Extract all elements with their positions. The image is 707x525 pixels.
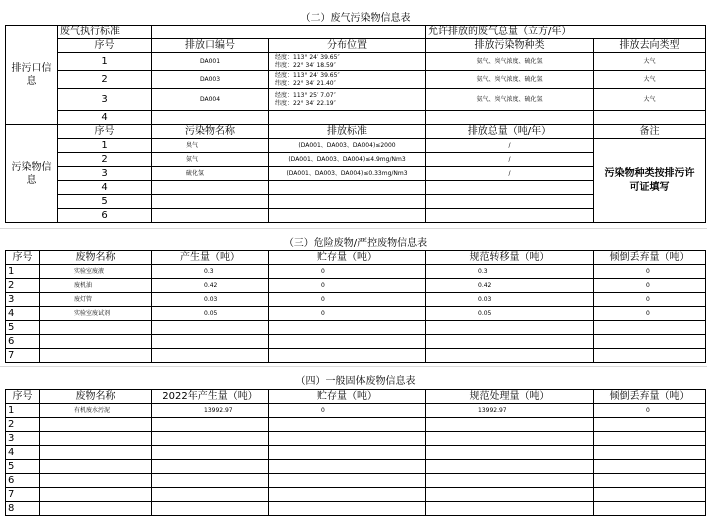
hazard-cell-seq[interactable]: 2 xyxy=(5,278,40,293)
outlet-direction[interactable]: 大气 xyxy=(593,88,706,111)
solid-cell-treated[interactable] xyxy=(425,487,594,502)
solid-cell-stored[interactable] xyxy=(268,487,426,502)
outlet-location[interactable] xyxy=(268,52,426,71)
outlet-direction[interactable]: 大气 xyxy=(593,52,706,71)
hazard-cell-dumped[interactable] xyxy=(593,348,706,363)
outlet-lon: 经度：113° 24′ 39.65″ xyxy=(275,53,340,61)
pollutant-standard[interactable] xyxy=(268,180,426,195)
solid-cell-stored[interactable]: 0 xyxy=(268,403,426,418)
solid-cell-produced[interactable] xyxy=(151,431,269,446)
solid-header-dumped[interactable]: 倾倒丢弃量（吨） xyxy=(593,389,706,404)
pollutant-seq[interactable]: 2 xyxy=(57,152,152,167)
hazard-cell-dumped[interactable] xyxy=(593,320,706,335)
solid-cell-dumped[interactable] xyxy=(593,473,706,488)
outlet-info-side-label[interactable]: 排污口信息 xyxy=(5,25,58,125)
solid-header-stored[interactable]: 贮存量（吨） xyxy=(268,389,426,404)
pollutant-name[interactable] xyxy=(151,180,269,195)
solid-header-treated[interactable]: 规范处理量（吨） xyxy=(425,389,594,404)
solid-cell-stored[interactable] xyxy=(268,417,426,432)
pollutant-seq[interactable]: 6 xyxy=(57,208,152,223)
air-header-pollutant_types[interactable]: 排放污染物种类 xyxy=(425,38,594,53)
outlet-lat: 纬度：22° 34′ 22.19″ xyxy=(275,99,336,107)
outlet-direction[interactable]: 大气 xyxy=(593,70,706,89)
solid-cell-produced[interactable] xyxy=(151,445,269,460)
solid-cell-stored[interactable] xyxy=(268,501,426,516)
pollutant-note[interactable]: 污染物种类按排污许可证填写 xyxy=(593,138,706,223)
pollutant-standard[interactable]: (DA001、DA003、DA004)≤0.33mg/Nm3 xyxy=(268,166,426,181)
hazard-cell-seq[interactable]: 7 xyxy=(5,348,40,363)
solid-cell-produced[interactable] xyxy=(151,501,269,516)
hazard-cell-transferred[interactable]: 0.05 xyxy=(425,306,594,321)
solid-cell-stored[interactable] xyxy=(268,473,426,488)
solid-cell-produced[interactable] xyxy=(151,487,269,502)
pollutant-name[interactable]: 硫化氢 xyxy=(151,166,269,181)
pollutant-info-side-label[interactable]: 污染物信息 xyxy=(5,124,58,223)
solid-cell-dumped[interactable] xyxy=(593,431,706,446)
outlet-seq[interactable]: 4 xyxy=(57,110,152,125)
hazard-header-dumped[interactable]: 倾倒丢弃量（吨） xyxy=(593,250,706,265)
pollutant-name[interactable] xyxy=(151,208,269,223)
outlet-seq[interactable]: 3 xyxy=(57,88,152,111)
pollutant-total[interactable] xyxy=(425,208,594,223)
hazard-cell-dumped[interactable]: 0 xyxy=(593,278,706,293)
hazard-header-transferred[interactable]: 规范转移量（吨） xyxy=(425,250,594,265)
air-table-title[interactable]: （二）废气污染物信息表 xyxy=(300,13,411,24)
pollutant-name[interactable] xyxy=(151,194,269,209)
outlet-lat: 纬度：22° 34′ 18.59″ xyxy=(275,61,336,69)
hazard-cell-seq[interactable]: 3 xyxy=(5,292,40,307)
pollutant-header-seq[interactable]: 序号 xyxy=(57,124,152,139)
solid-cell-treated[interactable] xyxy=(425,445,594,460)
solid-cell-seq[interactable]: 3 xyxy=(5,431,40,446)
pollutant-total[interactable]: / xyxy=(425,152,594,167)
hazard-cell-stored[interactable]: 0 xyxy=(268,292,426,307)
outlet-code[interactable] xyxy=(151,110,269,125)
outlet-pollutant-types[interactable]: 氨气、臭气浓度、硫化氢 xyxy=(425,88,594,111)
hazard-cell-transferred[interactable]: 0.42 xyxy=(425,278,594,293)
gridline xyxy=(0,366,707,367)
solid-cell-treated[interactable] xyxy=(425,431,594,446)
outlet-seq[interactable]: 2 xyxy=(57,70,152,89)
hazard-header-stored[interactable]: 贮存量（吨） xyxy=(268,250,426,265)
solid-cell-name[interactable] xyxy=(39,487,152,502)
solid-cell-name[interactable] xyxy=(39,445,152,460)
hazard-header-produced[interactable]: 产生量（吨） xyxy=(151,250,269,265)
hazard-cell-stored[interactable] xyxy=(268,348,426,363)
solid-cell-treated[interactable] xyxy=(425,459,594,474)
solid-cell-name[interactable] xyxy=(39,459,152,474)
hazard-cell-name[interactable]: 实验室废液 xyxy=(39,264,152,279)
hazard-cell-produced[interactable]: 0.03 xyxy=(151,292,269,307)
outlet-pollutant-types[interactable]: 氨气、臭气浓度、硫化氢 xyxy=(425,52,594,71)
solid-header-produced[interactable]: 2022年产生量（吨） xyxy=(151,389,269,404)
solid-cell-seq[interactable]: 2 xyxy=(5,417,40,432)
air-standard-label[interactable]: 废气执行标准 xyxy=(57,25,152,39)
pollutant-header-standard[interactable]: 排放标准 xyxy=(268,124,426,139)
pollutant-total[interactable]: / xyxy=(425,166,594,181)
hazard-cell-seq[interactable]: 5 xyxy=(5,320,40,335)
solid-cell-produced[interactable]: 13992.97 xyxy=(151,403,269,418)
solid-cell-seq[interactable]: 8 xyxy=(5,501,40,516)
solid-cell-treated[interactable] xyxy=(425,473,594,488)
allowed-total-label[interactable]: 允许排放的废气总量（立方/年） xyxy=(425,25,706,39)
pollutant-standard[interactable]: (DA001、DA003、DA004)≤2000 xyxy=(268,138,426,153)
outlet-pollutant-types[interactable] xyxy=(425,110,594,125)
solid-cell-dumped[interactable] xyxy=(593,417,706,432)
outlet-location[interactable] xyxy=(268,110,426,125)
solid-header-name[interactable]: 废物名称 xyxy=(39,389,152,404)
pollutant-total[interactable] xyxy=(425,180,594,195)
air-header-outlet_no[interactable]: 排放口编号 xyxy=(151,38,269,53)
hazard-cell-seq[interactable]: 1 xyxy=(5,264,40,279)
hazard-cell-transferred[interactable]: 0.3 xyxy=(425,264,594,279)
hazard-cell-stored[interactable]: 0 xyxy=(268,306,426,321)
outlet-location[interactable] xyxy=(268,88,426,111)
solid-cell-seq[interactable]: 4 xyxy=(5,445,40,460)
solid-cell-treated[interactable] xyxy=(425,417,594,432)
pollutant-header-note[interactable]: 备注 xyxy=(593,124,706,139)
hazard-cell-stored[interactable]: 0 xyxy=(268,278,426,293)
pollutant-seq[interactable]: 4 xyxy=(57,180,152,195)
hazard-cell-produced[interactable] xyxy=(151,348,269,363)
solid-cell-name[interactable] xyxy=(39,473,152,488)
outlet-pollutant-types[interactable]: 氨气、臭气浓度、硫化氢 xyxy=(425,70,594,89)
hazard-cell-transferred[interactable]: 0.03 xyxy=(425,292,594,307)
hazard-cell-name[interactable]: 废机油 xyxy=(39,278,152,293)
hazard-cell-produced[interactable]: 0.3 xyxy=(151,264,269,279)
outlet-lat: 纬度：22° 34′ 21.40″ xyxy=(275,79,336,87)
solid-cell-stored[interactable] xyxy=(268,445,426,460)
solid-cell-name[interactable] xyxy=(39,431,152,446)
pollutant-name[interactable]: 氨气 xyxy=(151,152,269,167)
solid-cell-produced[interactable] xyxy=(151,473,269,488)
outlet-seq[interactable]: 1 xyxy=(57,52,152,71)
hazard-cell-produced[interactable] xyxy=(151,320,269,335)
gridline xyxy=(0,228,707,229)
solid-cell-seq[interactable]: 7 xyxy=(5,487,40,502)
outlet-location[interactable] xyxy=(268,70,426,89)
outlet-lon: 经度：113° 24′ 39.65″ xyxy=(275,71,340,79)
air-header-location[interactable]: 分布位置 xyxy=(268,38,426,53)
pollutant-standard[interactable] xyxy=(268,208,426,223)
hazard-cell-dumped[interactable] xyxy=(593,334,706,349)
solid-header-seq[interactable]: 序号 xyxy=(5,389,40,404)
solid-cell-stored[interactable] xyxy=(268,431,426,446)
solid-cell-stored[interactable] xyxy=(268,459,426,474)
hazard-table-title[interactable]: （三）危险废物/严控废物信息表 xyxy=(283,237,428,249)
solid-table-title[interactable]: （四）一般固体废物信息表 xyxy=(295,376,416,387)
pollutant-seq[interactable]: 3 xyxy=(57,166,152,181)
outlet-code[interactable]: DA004 xyxy=(151,88,269,111)
solid-cell-dumped[interactable]: 0 xyxy=(593,403,706,418)
outlet-code[interactable]: DA003 xyxy=(151,70,269,89)
pollutant-total[interactable]: / xyxy=(425,138,594,153)
hazard-cell-stored[interactable] xyxy=(268,334,426,349)
hazard-cell-seq[interactable]: 6 xyxy=(5,334,40,349)
solid-cell-dumped[interactable] xyxy=(593,487,706,502)
solid-cell-seq[interactable]: 6 xyxy=(5,473,40,488)
pollutant-name[interactable]: 臭气 xyxy=(151,138,269,153)
solid-cell-dumped[interactable] xyxy=(593,445,706,460)
hazard-cell-transferred[interactable] xyxy=(425,320,594,335)
hazard-cell-transferred[interactable] xyxy=(425,348,594,363)
outlet-lon: 经度：113° 25′ 7.07″ xyxy=(275,91,336,99)
solid-cell-name[interactable]: 有机废水污泥 xyxy=(39,403,152,418)
hazard-cell-dumped[interactable]: 0 xyxy=(593,306,706,321)
hazard-cell-name[interactable]: 废灯管 xyxy=(39,292,152,307)
hazard-cell-name[interactable] xyxy=(39,348,152,363)
hazard-cell-name[interactable] xyxy=(39,320,152,335)
pollutant-total[interactable] xyxy=(425,194,594,209)
hazard-cell-stored[interactable] xyxy=(268,320,426,335)
hazard-cell-stored[interactable]: 0 xyxy=(268,264,426,279)
hazard-cell-transferred[interactable] xyxy=(425,334,594,349)
air-header-seq[interactable]: 序号 xyxy=(57,38,152,53)
solid-cell-treated[interactable] xyxy=(425,501,594,516)
air-standard-value[interactable] xyxy=(151,25,426,39)
hazard-header-seq[interactable]: 序号 xyxy=(5,250,40,265)
hazard-header-name[interactable]: 废物名称 xyxy=(39,250,152,265)
air-header-direction[interactable]: 排放去向类型 xyxy=(593,38,706,53)
pollutant-seq[interactable]: 1 xyxy=(57,138,152,153)
pollutant-header-name[interactable]: 污染物名称 xyxy=(151,124,269,139)
solid-cell-dumped[interactable] xyxy=(593,501,706,516)
pollutant-header-total[interactable]: 排放总量（吨/年） xyxy=(425,124,594,139)
hazard-cell-name[interactable]: 实验室废试剂 xyxy=(39,306,152,321)
solid-cell-produced[interactable] xyxy=(151,417,269,432)
hazard-cell-name[interactable] xyxy=(39,334,152,349)
solid-cell-dumped[interactable] xyxy=(593,459,706,474)
solid-cell-treated[interactable]: 13992.97 xyxy=(425,403,594,418)
solid-cell-produced[interactable] xyxy=(151,459,269,474)
outlet-direction[interactable] xyxy=(593,110,706,125)
solid-cell-seq[interactable]: 1 xyxy=(5,403,40,418)
pollutant-standard[interactable] xyxy=(268,194,426,209)
pollutant-standard[interactable]: (DA001、DA003、DA004)≤4.9mg/Nm3 xyxy=(268,152,426,167)
hazard-cell-produced[interactable]: 0.42 xyxy=(151,278,269,293)
solid-cell-name[interactable] xyxy=(39,501,152,516)
hazard-cell-dumped[interactable]: 0 xyxy=(593,292,706,307)
hazard-cell-produced[interactable] xyxy=(151,334,269,349)
hazard-cell-dumped[interactable]: 0 xyxy=(593,264,706,279)
outlet-code[interactable]: DA001 xyxy=(151,52,269,71)
solid-cell-name[interactable] xyxy=(39,417,152,432)
hazard-cell-seq[interactable]: 4 xyxy=(5,306,40,321)
hazard-cell-produced[interactable]: 0.05 xyxy=(151,306,269,321)
pollutant-seq[interactable]: 5 xyxy=(57,194,152,209)
solid-cell-seq[interactable]: 5 xyxy=(5,459,40,474)
